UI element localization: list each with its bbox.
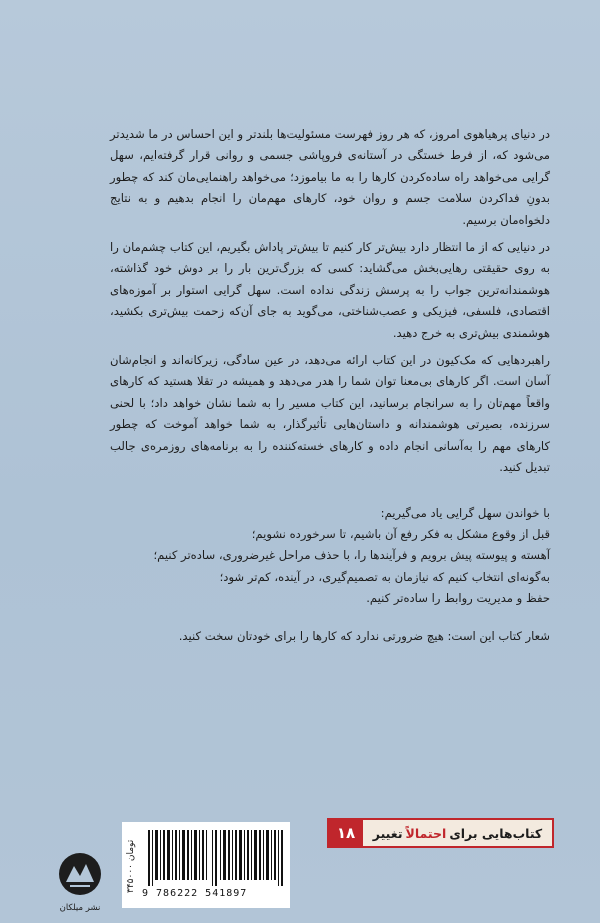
blurb-paragraph-3: راهبردهایی که مک‌کیون در این کتاب ارائه می‌دهد، در عین سادگی، زیرکانه‌اند و انجام‌شان آسان است. اگر کارهای بی‌معنا توان شما را هدر می‌دهد و همیشه در تقلا هستید که کارهای واقعاً مهم‌تان را به سرانجام برسانید، این کتاب مسیر را به شما نشان خواهد داد؛ با لحنی سرزنده، بصیرتی هوشمندانه و داستان‌هایی تأثیرگذار، به شما خواهد آموخت که چطور کارهای مهم را به‌آسانی انجام داده و کارهای خسته‌کننده را به برنامه‌های روزمره‌ی جالب تبدیل کنید. [110, 353, 550, 475]
series-text-before: کتاب‌هایی برای [449, 825, 543, 841]
book-slogan: شعار کتاب این است: هیچ ضرورتی ندارد که کارها را برای خودتان سخت کنید. [178, 628, 550, 643]
series-accent-word: احتمالاً [405, 825, 447, 841]
list-intro: با خواندن سهل گرایی یاد می‌گیریم: [380, 505, 550, 520]
blurb-paragraph-2: در دنیایی که از ما انتظار دارد بیش‌تر کار کنیم تا بیش‌تر پاداش بگیریم، این کتاب چشم‌مان را به روی حقیقتی رهایی‌بخش می‌گشاید: کسی که بزرگ‌ترین بار را بر دوش خود گذاشته، هوشمندانه‌ترین جواب را به پرسش زندگی نداده است. سهل گرایی استوار بر آموزه‌های اقتصادی، فلسفی، فیزیکی و عصب‌شناختی، می‌گوید به جای آن‌که زحمت بیش‌تری بکشید، هوشمندی بیش‌تری به خرج دهید. [110, 240, 550, 340]
barcode-label [122, 822, 290, 908]
list-item-1: قبل از وقوع مشکل به فکر رفع آن باشیم، تا سرخورده نشویم؛ [251, 526, 550, 541]
publisher-logo-icon [57, 848, 103, 904]
series-number: ۱۸ [329, 820, 363, 846]
series-title [363, 820, 552, 846]
list-item-3: به‌گونه‌ای انتخاب کنیم که نیازمان به تصمیم‌گیری، در آینده، کم‌تر شود؛ [219, 569, 550, 584]
list-item-2: آهسته و پیوسته پیش برویم و فرآیندها را، با حذف مراحل غیرضروری، ساده‌تر کنیم؛ [153, 548, 550, 563]
series-label [327, 818, 554, 848]
list-item-4: حفظ و مدیریت روابط را ساده‌تر کنیم. [366, 591, 550, 606]
publisher-name: نشر میلکان [59, 903, 101, 913]
barcode-icon [148, 830, 284, 886]
series-text-after: تغییر [372, 825, 403, 841]
blurb-text [110, 124, 550, 647]
isbn-number: 9 786222 541897 [142, 888, 248, 899]
blurb-paragraph-1: در دنیای پرهیاهوی امروز، که هر روز فهرست مسئولیت‌ها بلندتر و این احساس در ما شدیدتر می‌شود که، از فرط خستگی در آستانه‌ی فروپاشی جسمی و روانی قرار گرفته‌ایم، سهل گرایی می‌خواهد راه ساده‌کردن کارها را به ما بیاموزد؛ می‌خواهد راهنمایی‌مان کند که چطور بدونِ فداکردن سلامت جسم و روان خود، کارهای مهم‌مان را انجام بدهیم و به نتایج دلخواه‌مان برسیم. [110, 127, 550, 227]
price-text: ۳۴۵۰۰۰ تومان [126, 839, 136, 893]
spacer [110, 485, 550, 503]
